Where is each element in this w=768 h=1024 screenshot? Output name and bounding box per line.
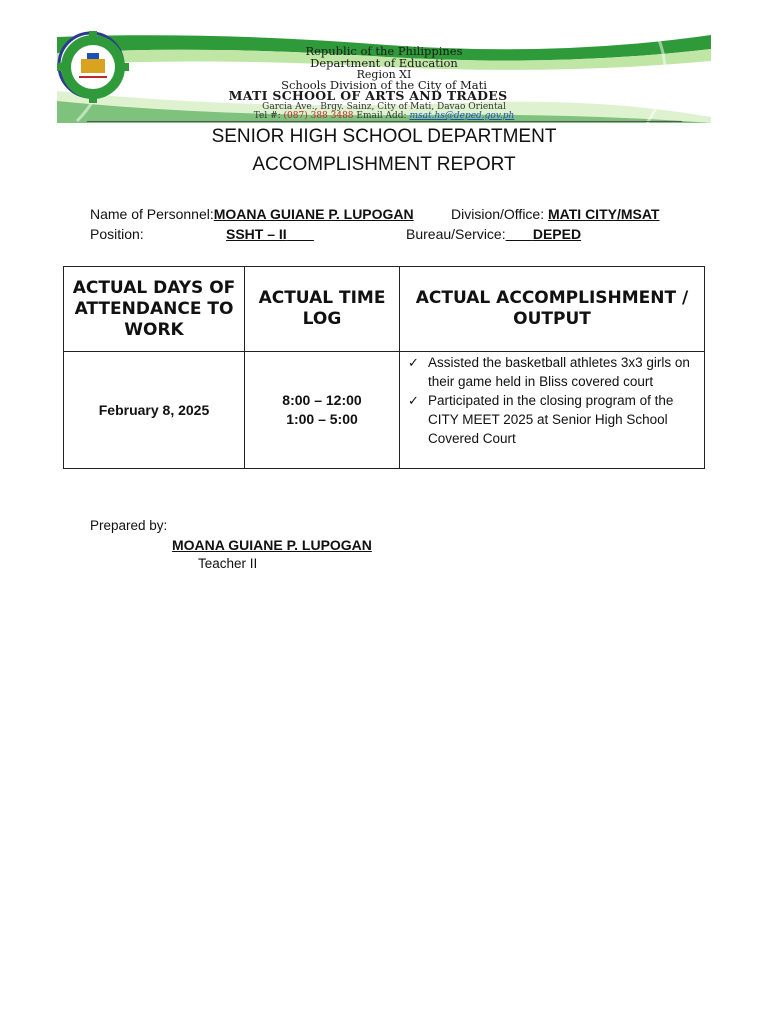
header-school-name: MATI SCHOOL OF ARTS AND TRADES (228, 88, 508, 103)
list-item (406, 391, 698, 448)
accomplishment-text: Assisted the basketball athletes 3x3 girls on their game held in Bliss covered court (428, 355, 690, 389)
table-row (64, 352, 705, 469)
position-row (226, 226, 314, 242)
division-label: Division/Office: (451, 206, 548, 222)
email-label: Email Add: (356, 111, 407, 121)
header-divider (87, 121, 682, 122)
report-title: ACCOMPLISHMENT REPORT (252, 154, 516, 175)
time-log-cell (245, 352, 400, 469)
division-value: MATI CITY/MSAT (548, 206, 660, 222)
position-value: SSHT – II (226, 226, 287, 242)
email-link[interactable]: msat.hs@deped.gov.ph (409, 111, 515, 121)
header-address: Garcia Ave., Brgy. Sainz, City of Mati, Davao Oriental (262, 102, 506, 112)
position-label: Position: (90, 226, 144, 242)
time-log-morning: 8:00 – 12:00 (282, 392, 362, 408)
bureau-label: Bureau/Service: (406, 226, 506, 242)
header-time-log: ACTUAL TIME LOG (245, 267, 400, 352)
list-item (406, 353, 698, 391)
header-attendance: ACTUAL DAYS OF ATTENDANCE TO WORK (64, 267, 245, 352)
header-region: Region XI (356, 68, 412, 81)
personnel-name-label: Name of Personnel: (90, 206, 214, 222)
check-icon: ✓ (408, 355, 419, 370)
table-header-row (64, 267, 705, 352)
division-row (451, 206, 659, 222)
prepared-by-label: Prepared by: (90, 518, 168, 533)
bureau-row (406, 226, 581, 242)
accomplishment-cell (400, 352, 705, 469)
check-icon: ✓ (408, 393, 419, 408)
accomplishment-table (63, 266, 705, 469)
header-contact (57, 111, 711, 121)
header-accomplishment: ACTUAL ACCOMPLISHMENT / OUTPUT (400, 267, 705, 352)
header-department: Department of Education (310, 56, 458, 70)
signatory-title: Teacher II (198, 556, 258, 571)
personnel-name-row (90, 206, 414, 222)
report-title-department: SENIOR HIGH SCHOOL DEPARTMENT (211, 126, 557, 147)
bureau-value: DEPED (532, 226, 582, 242)
personnel-name-value: MOANA GUIANE P. LUPOGAN (213, 206, 414, 222)
signatory-name: MOANA GUIANE P. LUPOGAN (172, 537, 372, 553)
tel-label: Tel #: (253, 111, 281, 121)
time-log-afternoon: 1:00 – 5:00 (286, 411, 358, 427)
tel-value: (087) 388 3488 (283, 111, 354, 121)
letterhead-banner (57, 31, 711, 123)
header-republic: Republic of the Philippines (305, 44, 463, 58)
accomplishment-list (400, 352, 704, 462)
header-division: Schools Division of the City of Mati (281, 78, 487, 92)
attendance-date: February 8, 2025 (64, 352, 245, 469)
accomplishment-text: Participated in the closing program of the CITY MEET 2025 at Senior High School Covered Court (428, 393, 674, 446)
